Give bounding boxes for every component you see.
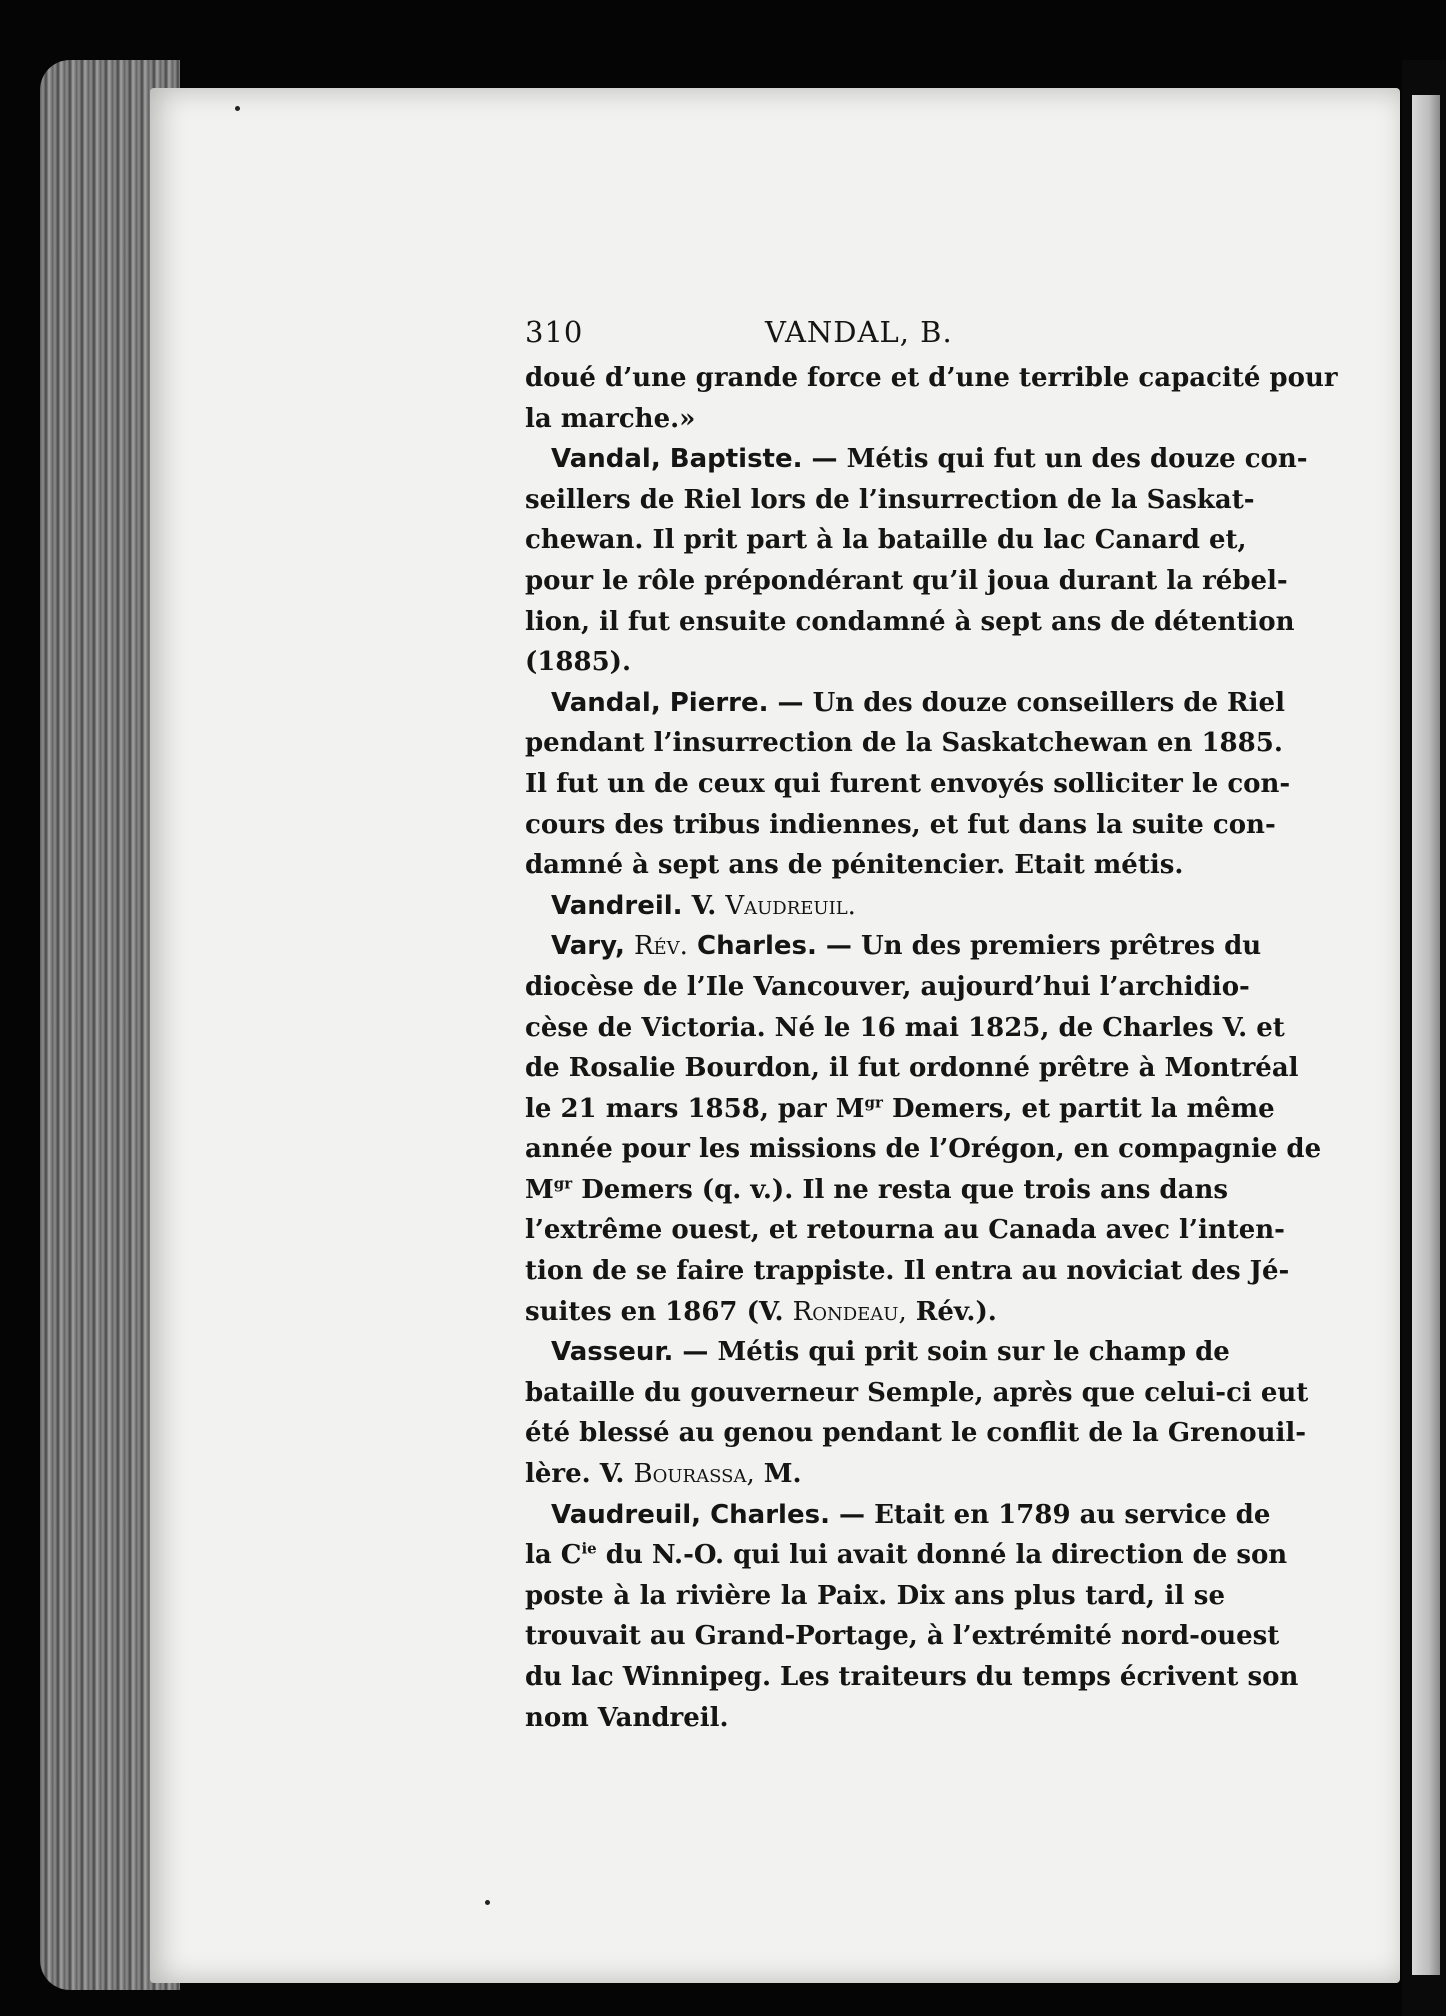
text-line: poste à la rivière la Paix. Dix ans plus tard, il se — [525, 1580, 1225, 1611]
entry-vaudreuil — [525, 1495, 1271, 1536]
entry-heading: Vandal, Pierre. — — [551, 687, 804, 718]
text-run: Demers, et partit la même — [891, 1093, 1275, 1124]
text-line: diocèse de l’Ile Vancouver, aujourd’hui l’archidio- — [525, 971, 1250, 1002]
superscript: gr — [864, 1093, 883, 1112]
entry-pierre — [525, 683, 1285, 724]
running-title: VANDAL, B. — [765, 315, 953, 349]
cross-reference: Rondeau, — [792, 1296, 907, 1327]
text-line: doué d’une grande force et d’une terrible capacité pour — [525, 363, 1338, 393]
text-run: lère. V. — [525, 1459, 625, 1490]
text-line: l’extrême ouest, et retourna au Canada avec l’inten- — [525, 1215, 1285, 1246]
text-line: cèse de Victoria. Né le 16 mai 1825, de Charles V. et — [525, 1012, 1285, 1043]
text-line: du lac Winnipeg. Les traiteurs du temps écrivent son — [525, 1662, 1299, 1692]
entry-baptiste — [525, 439, 1308, 480]
text-line: été blessé au genou pendant le conflit de la Grenouil- — [525, 1418, 1307, 1449]
speck — [235, 106, 240, 111]
superscript: ie — [581, 1539, 597, 1558]
text-line — [525, 1454, 1225, 1495]
text-line: Il fut un de ceux qui furent envoyés solliciter le con- — [525, 768, 1291, 799]
text-line: nom Vandreil. — [525, 1702, 729, 1733]
text-line: la marche.» — [525, 403, 696, 434]
entry-heading: Vary, — [551, 931, 625, 962]
text-line: pour le rôle prépondérant qu’il joua durant la rébel- — [525, 565, 1288, 596]
text-run: Rév.). — [915, 1296, 997, 1327]
text-run: Métis qui prit soin sur le champ de — [717, 1337, 1230, 1368]
entry-title: Rév. — [633, 931, 688, 962]
text-line: chewan. Il prit part à la bataille du lac Canard et, — [525, 525, 1247, 556]
text-run: Etait en 1789 au service de — [874, 1499, 1271, 1530]
text-run: M. — [763, 1459, 802, 1490]
text-run: suites en 1867 (V. — [525, 1296, 784, 1327]
text-run: le 21 mars 1858, par M — [525, 1093, 865, 1124]
entry-heading: Vandal, Baptiste. — — [551, 444, 838, 475]
superscript: gr — [553, 1174, 573, 1193]
entry-heading: Vasseur. — — [551, 1337, 709, 1368]
text-run: Métis qui fut un des douze con- — [846, 444, 1308, 475]
text-run: Demers (q. v.). Il ne resta que trois ans dans — [581, 1174, 1228, 1205]
text-line: tion de se faire trappiste. Il entra au noviciat des Jé- — [525, 1256, 1290, 1287]
facing-page-edge — [1412, 95, 1440, 1975]
text-run: Un des douze conseillers de Riel — [812, 687, 1285, 718]
entry-vandreil — [525, 886, 1225, 927]
cross-reference: Vaudreuil. — [725, 890, 856, 921]
entry-heading: Vaudreuil, Charles. — — [551, 1499, 865, 1530]
page-text — [525, 312, 1338, 1738]
text-line: damné à sept ans de pénitencier. Etait métis. — [525, 850, 1184, 881]
text-line: bataille du gouverneur Semple, après que celui-ci eut — [525, 1377, 1309, 1408]
entry-vary — [525, 926, 1262, 967]
text-line: (1885). — [525, 647, 632, 678]
entry-heading: Vandreil. — [551, 890, 683, 921]
text-line — [525, 1170, 1228, 1211]
entry-heading: Charles. — — [696, 931, 852, 962]
text-line: pendant l’insurrection de la Saskatchewan en 1885. — [525, 728, 1283, 759]
text-line: lion, il fut ensuite condamné à sept ans de détention — [525, 606, 1295, 637]
text-run: Un des premiers prêtres du — [860, 931, 1262, 962]
page-number: 310 — [525, 315, 584, 349]
text-line: de Rosalie Bourdon, il fut ordonné prêtre à Montréal — [525, 1053, 1299, 1084]
text-line: trouvait au Grand-Portage, à l’extrémité nord-ouest — [525, 1621, 1280, 1652]
text-run: du N.-O. qui lui avait donné la direction de son — [605, 1540, 1288, 1571]
text-line — [525, 1535, 1288, 1576]
text-line: seillers de Riel lors de l’insurrection de la Saskat- — [525, 484, 1255, 515]
text-run: M — [525, 1174, 554, 1205]
text-line — [525, 1089, 1275, 1130]
running-head — [525, 312, 1225, 358]
text-line: cours des tribus indiennes, et fut dans la suite con- — [525, 809, 1276, 840]
entry-vasseur — [525, 1332, 1230, 1373]
cross-reference: Bourassa, — [633, 1459, 755, 1490]
text-run: V. — [691, 890, 717, 921]
text-run: la C — [525, 1540, 582, 1571]
text-line — [525, 1292, 1225, 1333]
speck — [485, 1900, 490, 1905]
text-line: année pour les missions de l’Orégon, en compagnie de — [525, 1134, 1322, 1165]
